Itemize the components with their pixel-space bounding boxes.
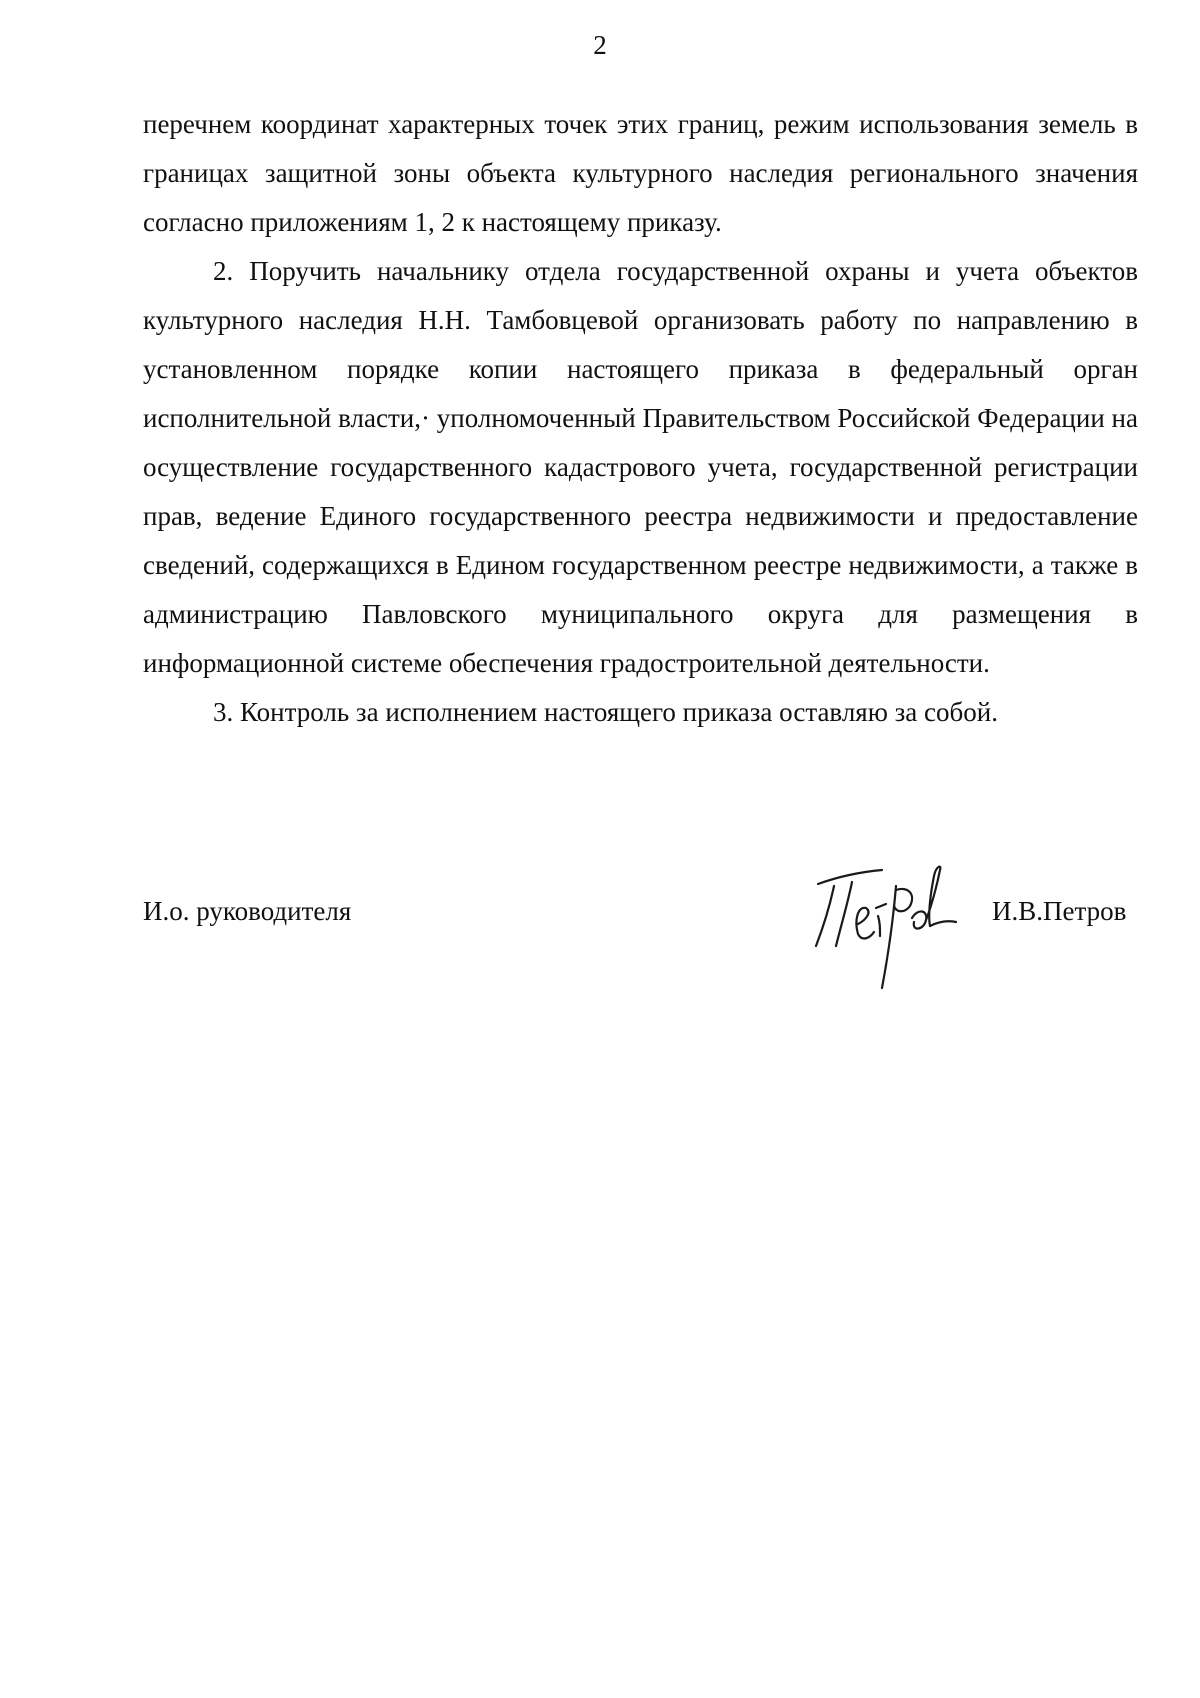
- handwritten-signature: [800, 850, 970, 990]
- paragraph-continuation: перечнем координат характерных точек этих границ, режим использования земель в границах защитной зоны объекта культурного наследия регионального значения согласно приложениям 1, 2 к настоящему приказу.: [143, 109, 1138, 237]
- signatory-title: И.о. руководителя: [143, 896, 352, 926]
- page-number: 2: [593, 30, 607, 60]
- paragraph-item-2: 2. Поручить начальнику отдела государственной охраны и учета объектов культурного наследия Н.Н. Тамбовцевой организовать работу по направлению в установленном порядке копии настоящего приказа в федеральный орган исполнительной власти,· уполномоченный Правительством Российской Федерации на осуществление государственного кадастрового учета, государственной регистрации прав, ведение Единого государственного реестра недвижимости и предоставление сведений, содержащихся в Едином государственном реестре недвижимости, а также в администрацию Павловского муниципального округа для размещения в информационной системе обеспечения градостроительной деятельности.: [143, 256, 1138, 678]
- document-body: [143, 100, 1138, 737]
- paragraph-item-3: 3. Контроль за исполнением настоящего приказа оставляю за собой.: [213, 697, 998, 727]
- signatory-name: И.В.Петров: [992, 896, 1127, 926]
